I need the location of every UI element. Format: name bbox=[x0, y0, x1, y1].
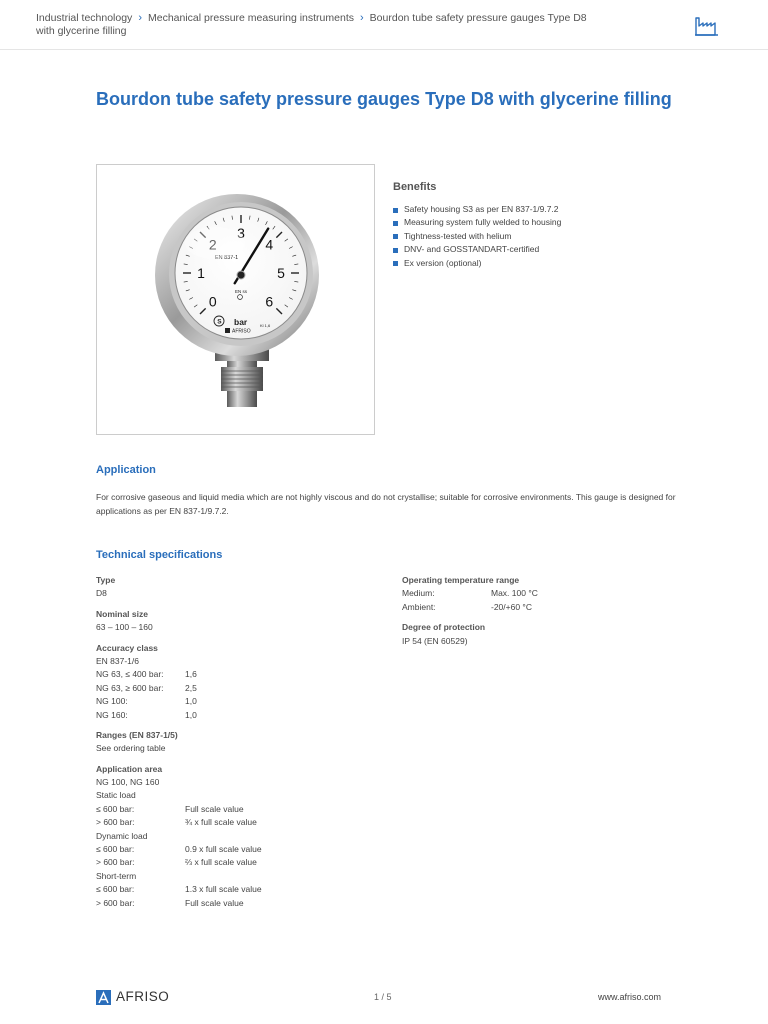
afriso-logo-icon bbox=[96, 990, 111, 1005]
spec-dynamic-label: Dynamic load bbox=[96, 830, 148, 841]
benefit-item bbox=[393, 243, 693, 256]
page-title: Bourdon tube safety pressure gauges Type D8 with glycerine filling bbox=[96, 89, 672, 109]
footer-url[interactable]: www.afriso.com bbox=[598, 992, 662, 1002]
application-title: Application bbox=[96, 464, 156, 476]
square-bullet-icon bbox=[393, 248, 398, 253]
spec-short-row: > 600 bar: Full scale value bbox=[96, 897, 244, 908]
chevron-right-icon: › bbox=[360, 12, 364, 24]
gauge-scale-label: 5 bbox=[277, 265, 285, 281]
spec-accuracy-std: EN 837-1/6 bbox=[96, 655, 139, 666]
gauge-brand-mark bbox=[225, 328, 230, 333]
gauge-scale-label: 1 bbox=[197, 265, 205, 281]
spec-short-row: ≤ 600 bar: 1.3 x full scale value bbox=[96, 884, 262, 895]
benefit-text: Ex version (optional) bbox=[404, 257, 482, 268]
factory-icon bbox=[694, 14, 720, 38]
gauge-scale-label: 4 bbox=[265, 236, 274, 253]
gauge-standard-text: EN 837-1 bbox=[215, 255, 239, 261]
breadcrumb-item-current: Bourdon tube safety pressure gauges Type D8 with glycerine filling bbox=[36, 12, 587, 37]
benefits-list bbox=[393, 203, 693, 270]
benefit-item bbox=[393, 216, 693, 229]
gauge-accuracy-mark: Kl 1,6 bbox=[260, 323, 271, 328]
header-divider bbox=[0, 49, 768, 50]
spec-static-label: Static load bbox=[96, 790, 136, 801]
gauge-thread-tip bbox=[227, 391, 257, 407]
gauge-scale-label: 6 bbox=[265, 293, 274, 310]
spec-accuracy-head: Accuracy class bbox=[96, 642, 158, 653]
benefit-text: Measuring system fully welded to housing bbox=[404, 217, 562, 228]
spec-temp-row: Ambient: -20/+60 °C bbox=[402, 601, 532, 612]
application-text: For corrosive gaseous and liquid media which are not highly viscous and do not crystallise; suitable for corrosive environments. This gauge is designed for applications as per EN 837-1/9.7.2. bbox=[96, 492, 676, 516]
square-bullet-icon bbox=[393, 234, 398, 239]
gauge-unit-label: bar bbox=[234, 317, 248, 327]
gauge-glass-reflection bbox=[185, 227, 245, 259]
gauge-ring-text: EN ss bbox=[235, 289, 248, 294]
spec-nominal-head: Nominal size bbox=[96, 608, 148, 619]
spec-dynamic-row: ≤ 600 bar: 0.9 x full scale value bbox=[96, 844, 262, 855]
spec-nominal-value: 63 – 100 – 160 bbox=[96, 622, 153, 633]
gauge-needle-hub bbox=[237, 271, 245, 279]
spec-temp-head: Operating temperature range bbox=[402, 575, 520, 585]
spec-protection-head: Degree of protection bbox=[402, 622, 486, 633]
spec-temp-row: Medium: Max. 100 °C bbox=[402, 588, 538, 599]
specs-left-column bbox=[96, 574, 376, 910]
page-number: 1 / 5 bbox=[374, 992, 392, 1002]
square-bullet-icon bbox=[393, 221, 398, 226]
specs-right-column bbox=[402, 574, 682, 648]
product-image bbox=[96, 164, 375, 435]
spec-type-head: Type bbox=[96, 575, 116, 585]
spec-accuracy-row: NG 160: 1,0 bbox=[96, 709, 197, 720]
benefits-title: Benefits bbox=[393, 181, 437, 193]
square-bullet-icon bbox=[393, 261, 398, 266]
benefit-text: DNV- and GOSSTANDART-certified bbox=[404, 244, 540, 255]
gauge-brand-text: AFRISO bbox=[232, 328, 251, 335]
footer-brand: AFRISO bbox=[116, 989, 170, 1004]
gauge-scale-label: 3 bbox=[237, 225, 245, 241]
spec-type-value: D8 bbox=[96, 588, 107, 599]
breadcrumb-item-industrial[interactable]: Industrial technology bbox=[36, 12, 133, 24]
spec-protection-value: IP 54 (EN 60529) bbox=[402, 635, 468, 646]
square-bullet-icon bbox=[393, 208, 398, 213]
gauge-scale-label: 2 bbox=[208, 236, 217, 253]
spec-area-head: Application area bbox=[96, 763, 163, 774]
breadcrumb bbox=[36, 12, 596, 38]
benefit-item bbox=[393, 257, 693, 270]
spec-static-row: > 600 bar: ¾ x full scale value bbox=[96, 817, 257, 828]
footer-logo bbox=[96, 989, 196, 1005]
breadcrumb-item-mechanical[interactable]: Mechanical pressure measuring instruments bbox=[147, 12, 354, 24]
gauge-safety-mark: S bbox=[217, 318, 222, 326]
benefit-item bbox=[393, 230, 693, 243]
chevron-right-icon: › bbox=[138, 12, 142, 24]
benefit-item bbox=[393, 203, 693, 216]
spec-short-label: Short-term bbox=[96, 870, 137, 881]
spec-ranges-head: Ranges (EN 837-1/5) bbox=[96, 729, 178, 740]
benefit-text: Tightness-tested with helium bbox=[404, 230, 512, 241]
specs-title: Technical specifications bbox=[96, 549, 223, 561]
spec-area-value: NG 100, NG 160 bbox=[96, 777, 160, 788]
benefit-text: Safety housing S3 as per EN 837-1/9.7.2 bbox=[404, 204, 559, 214]
spec-accuracy-row: NG 63, ≤ 400 bar: 1,6 bbox=[96, 669, 197, 680]
spec-accuracy-row: NG 63, ≥ 600 bar: 2,5 bbox=[96, 682, 197, 693]
spec-static-row: ≤ 600 bar: Full scale value bbox=[96, 803, 244, 814]
pressure-gauge-illustration bbox=[97, 165, 376, 436]
gauge-scale-label: 0 bbox=[208, 293, 217, 310]
spec-accuracy-row: NG 100: 1,0 bbox=[96, 696, 197, 707]
spec-dynamic-row: > 600 bar: ⅔ x full scale value bbox=[96, 857, 257, 868]
spec-ranges-value: See ordering table bbox=[96, 743, 166, 754]
